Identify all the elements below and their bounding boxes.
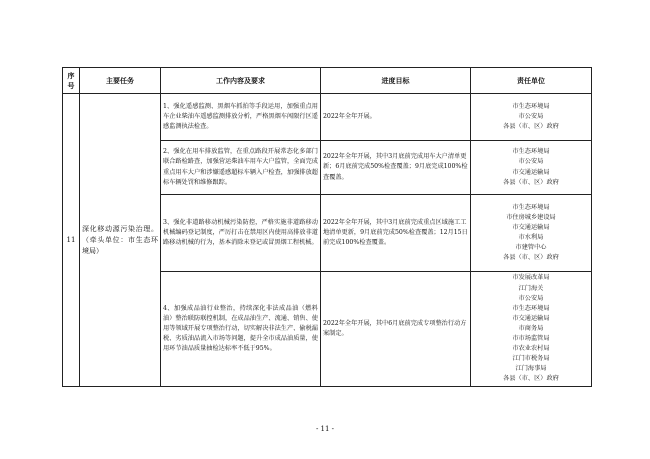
work-content: 2、强化在用车排放监管，在重点路段开展常态化多部门联合路检路查，加强营运柴油车用车大户监管，全面完成重点用车大户和涉嫌遥感超标车辆入户检查，加强排放超标车辆处罚和维修跟踪。 [161, 141, 321, 195]
responsible-units [471, 94, 592, 141]
task-table [62, 67, 592, 387]
unit: 市水利局 [518, 234, 544, 241]
unit: 市生态环境局 [512, 304, 550, 312]
work-content: 3、强化非道路移动机械污染防控，严格实施非道路移动机械编码登记制度，严厉打击在禁用区内使用高排放非道路移动机械的行为，基本消除未登记或冒黑烟工程机械。 [161, 195, 321, 272]
unit: 江门海事局 [515, 365, 547, 373]
row-serial: 11 [63, 94, 80, 387]
work-content: 1、强化遥感监测、黑烟车抓拍等手段运用，加强重点用车企业柴油车遥感监测排放分析，严格黑烟车闯限行区遥感监测执法检查。 [161, 94, 321, 141]
progress-target: 2022年全年开展，其中6月底前完成专项整治行动方案制定。 [321, 272, 471, 387]
unit: 市农业农村局 [512, 345, 550, 353]
header-task: 主要任务 [80, 68, 161, 94]
unit: 江门海关 [518, 284, 544, 292]
unit: 市交通运输局 [512, 168, 550, 176]
unit: 市住房城乡建设局 [506, 213, 556, 221]
responsible-units [471, 272, 592, 387]
unit: 市交通运输局 [512, 314, 550, 322]
unit: 各县（市、区）政府 [503, 254, 559, 262]
progress-target: 2022年全年开展。 [321, 94, 471, 141]
header-row [63, 68, 592, 94]
unit: 各县（市、区）政府 [503, 178, 559, 186]
header-serial: 序号 [63, 68, 80, 94]
unit: 市交通运输局 [512, 223, 550, 231]
unit: 市公安局 [518, 158, 544, 166]
unit: 市发展改革局 [512, 274, 550, 282]
row-task: 深化移动源污染治理。（牵头单位：市生态环境局） [80, 94, 161, 387]
unit: 市公安局 [518, 112, 544, 120]
unit: 市市场监管局 [512, 335, 550, 343]
responsible-units [471, 141, 592, 195]
header-target: 进度目标 [321, 68, 471, 94]
unit: 市生态环境局 [512, 148, 550, 156]
work-content: 4、加强成品油行业整治，持续深化非法成品油（燃料油）整治联防联控机制，在成品油生产、流通、销售、使用等领域开展专项整治行动，切实解决非法生产、偷税漏税、劣质油品流入市场等问题，提升全市成品油质量，使用环节油品质量抽检达标率不低于95%。 [161, 272, 321, 387]
unit: 市商务局 [518, 324, 544, 332]
header-content: 工作内容及要求 [161, 68, 321, 94]
unit: 各县（市、区）政府 [503, 375, 559, 383]
unit: 市生态环境局 [512, 203, 550, 211]
header-units: 责任单位 [471, 68, 592, 94]
progress-target: 2022年全年开展，其中3月底前完成重点区域施工工地清单更新，9月底前完成50%检查覆盖；12月15日前完成100%检查覆盖。 [321, 195, 471, 272]
unit: 各县（市、区）政府 [503, 123, 559, 131]
unit: 市公安局 [518, 294, 544, 302]
page-number: - 11 - [315, 425, 335, 433]
unit: 市生态环境局 [512, 102, 550, 110]
unit: 江门市税务局 [512, 355, 550, 363]
progress-target: 2022年全年开展，其中3月底前完成用车大户清单更新；6月底前完成50%检查覆盖；9月底完成100%检查覆盖。 [321, 141, 471, 195]
responsible-units [471, 195, 592, 272]
unit: 市建管中心 [515, 244, 547, 252]
table-row [63, 94, 592, 141]
